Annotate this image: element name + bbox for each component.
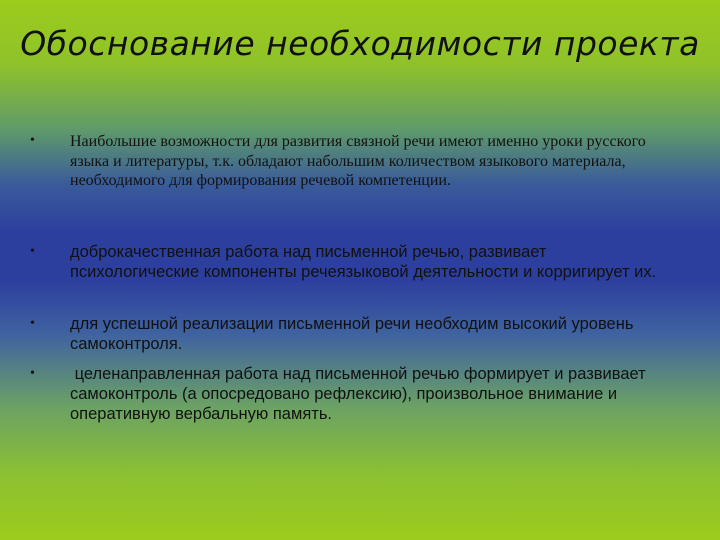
bullet-marker: • xyxy=(30,366,35,381)
bullet-marker: • xyxy=(30,244,35,259)
bullet-item-4: целенаправленная работа над письменной речью формирует и развивает самоконтроль (а опосредовано рефлексию), произвольное внимание и оперативную вербальную память. xyxy=(70,365,651,423)
bullet-item-2: доброкачественная работа над письменной речью, развивает психологические компоненты речеязыковой деятельности и корригирует их. xyxy=(70,243,657,281)
bullet-marker: • xyxy=(30,133,35,148)
bullet-item-3: для успешной реализации письменной речи необходим высокий уровень самоконтроля. xyxy=(70,315,634,353)
bullet-item-1: Наибольшие возможности для развития связной речи имеют именно уроки русского языка и литературы, т.к. обладают набольшим количеством языкового материала, необходимого для формирования речевой компетенции. xyxy=(70,133,646,189)
slide-title: Обоснование необходимости проекта xyxy=(20,24,700,63)
bullet-marker: • xyxy=(30,316,35,331)
